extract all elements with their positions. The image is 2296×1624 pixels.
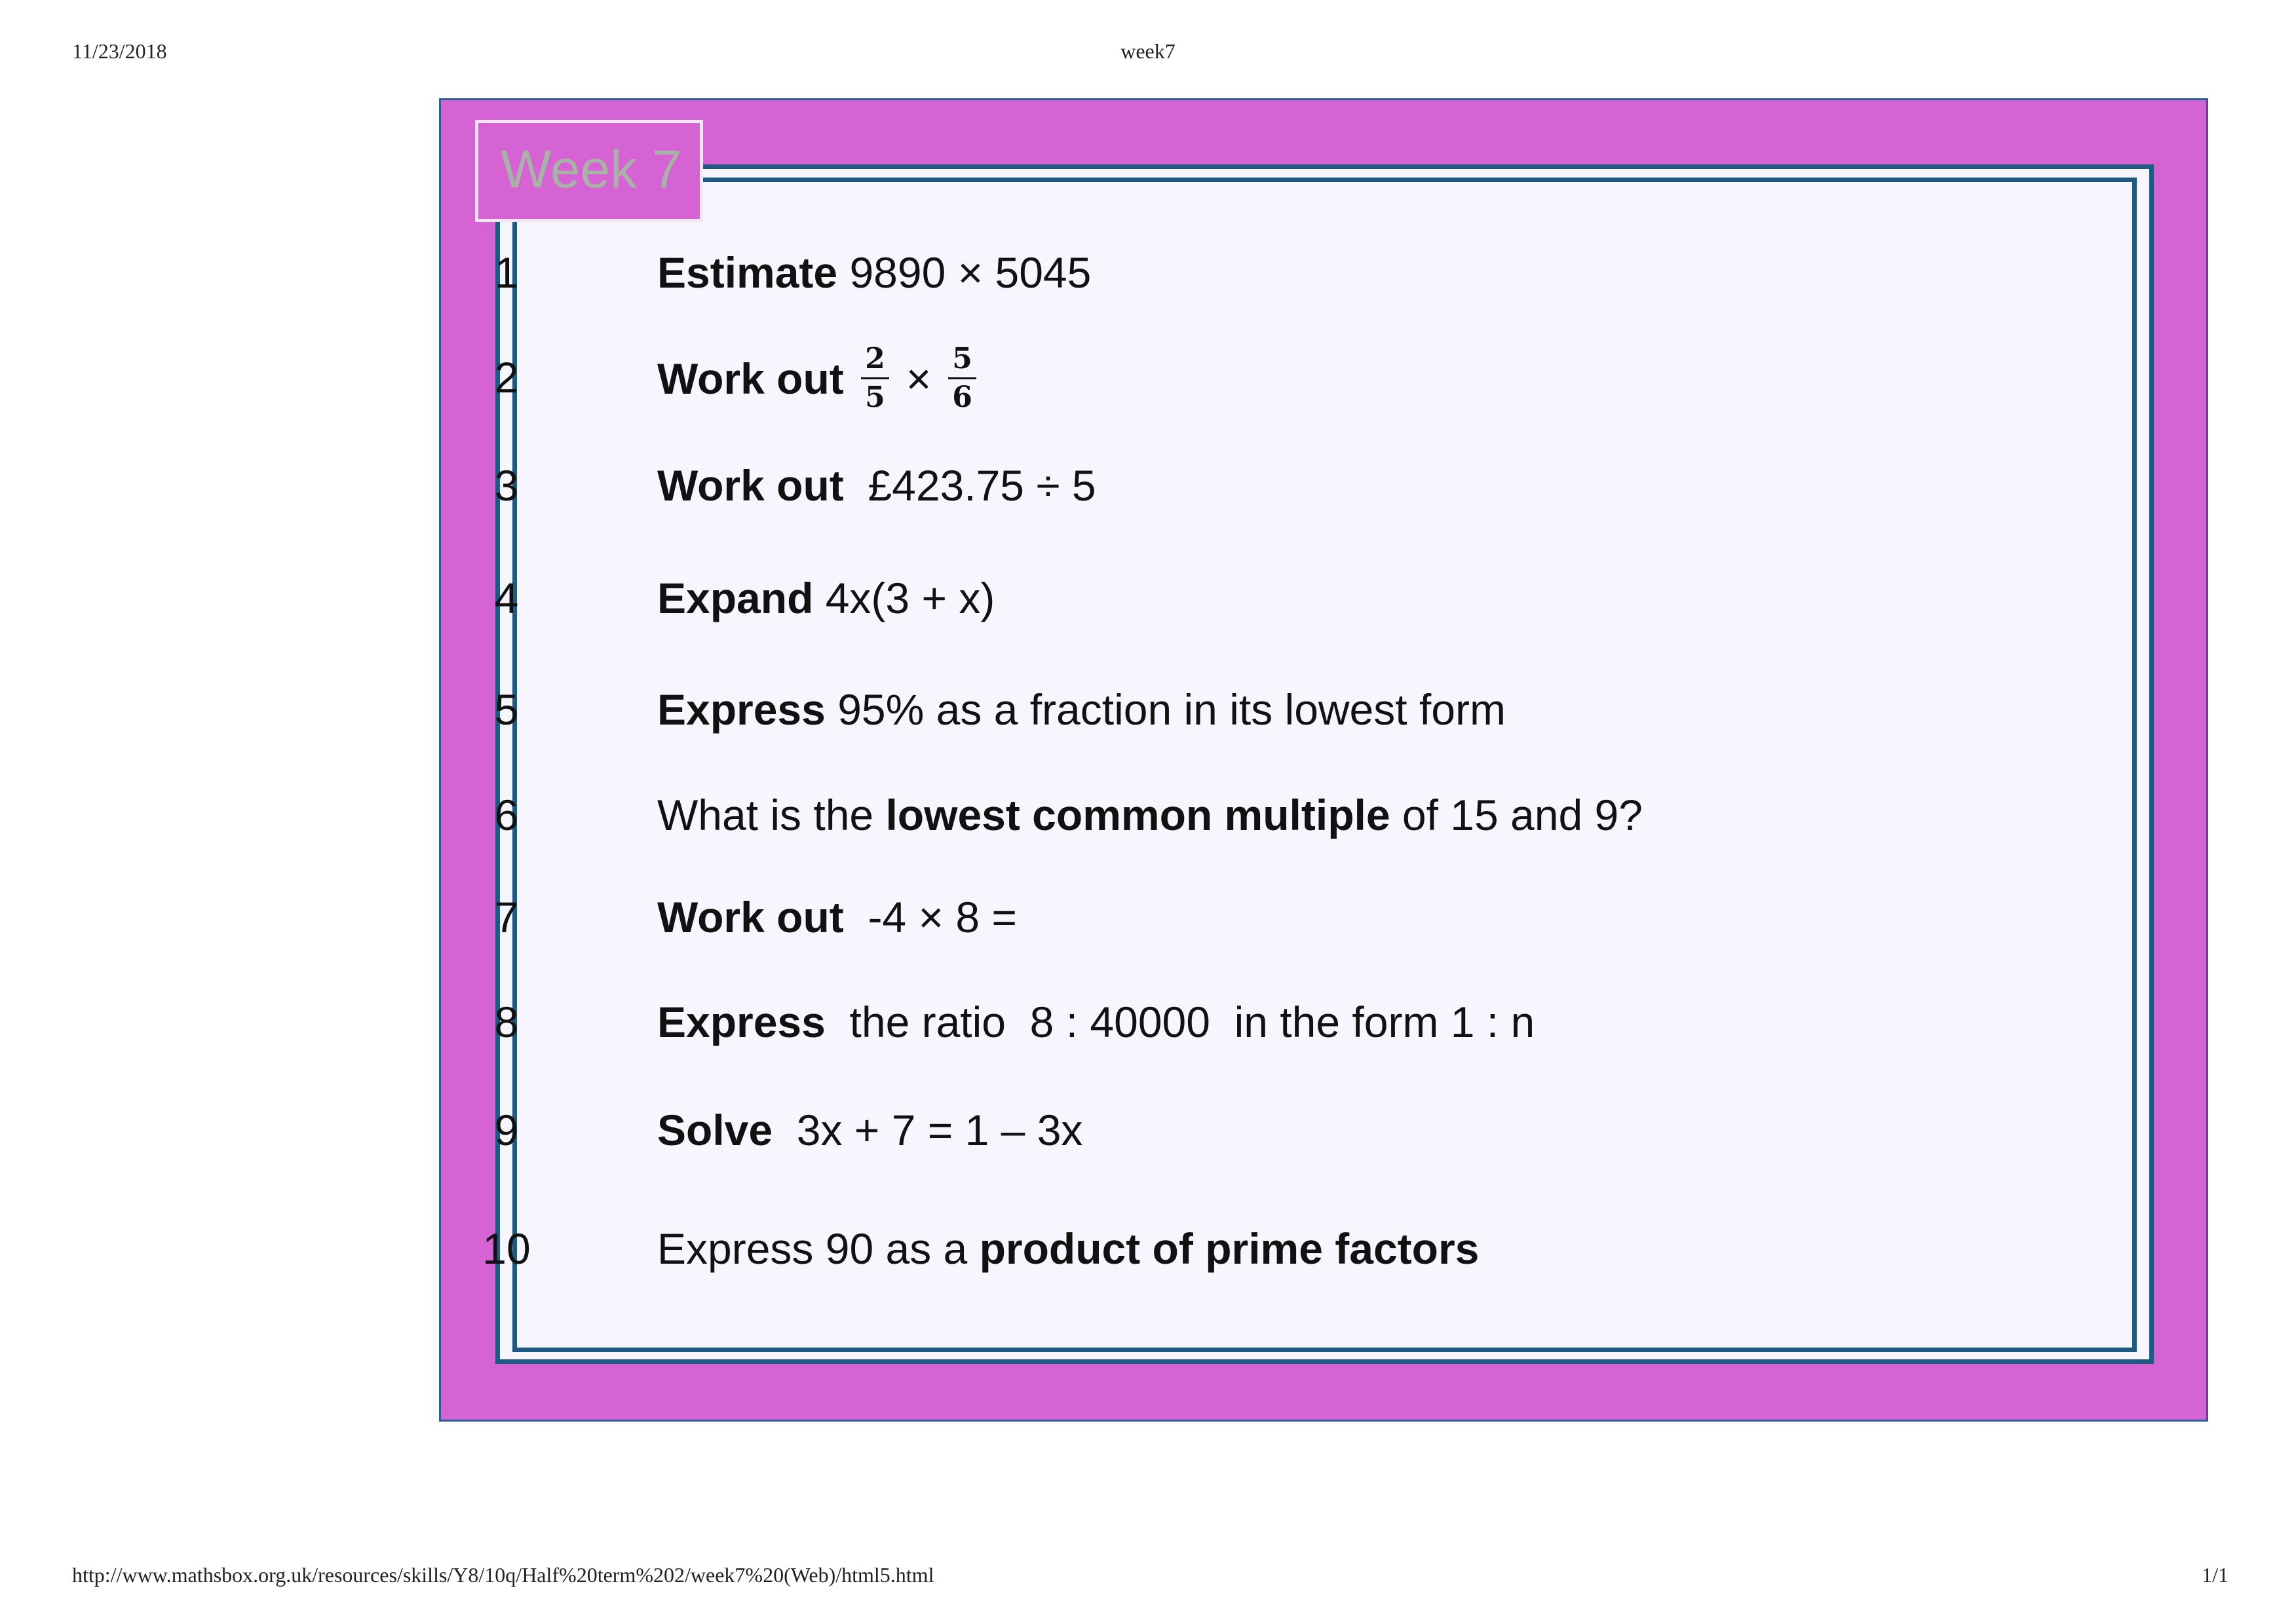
- question-text: [657, 453, 1096, 518]
- fraction-five-sixths: [948, 341, 976, 416]
- question-body: of 15 and 9?: [1390, 791, 1643, 839]
- question-prefix: What is the: [657, 791, 886, 839]
- question-row-1: [441, 240, 2145, 305]
- question-text: [657, 1097, 1082, 1163]
- question-number: 10: [482, 1224, 531, 1273]
- fraction-two-fifths: [861, 341, 889, 416]
- question-text: [657, 677, 1506, 742]
- question-text: [657, 342, 982, 420]
- question-text: [657, 782, 1643, 848]
- question-row-6: [441, 782, 2145, 848]
- question-keyword: Solve: [657, 1106, 773, 1154]
- question-keyword: Express: [657, 998, 826, 1046]
- print-footer-page: 1/1: [2202, 1563, 2229, 1587]
- question-keyword: product of prime factors: [979, 1224, 1480, 1273]
- question-row-3: [441, 453, 2145, 518]
- question-number: 1: [494, 248, 519, 297]
- question-keyword: Estimate: [657, 248, 838, 297]
- question-number: 7: [494, 893, 519, 941]
- question-keyword: Express: [657, 685, 826, 734]
- question-text: [657, 989, 1535, 1055]
- question-row-9: [441, 1097, 2145, 1163]
- fraction-denominator: 5: [865, 381, 885, 414]
- question-text: [657, 1216, 1479, 1281]
- question-body: 3x + 7 = 1 – 3x: [773, 1106, 1083, 1154]
- question-body: £423.75 ÷ 5: [843, 461, 1096, 510]
- week-title: Week 7: [501, 140, 682, 199]
- question-row-2: [441, 342, 2145, 414]
- question-body: 4x(3 + x): [813, 574, 995, 622]
- fraction-numerator: 5: [948, 341, 976, 379]
- question-keyword: Work out: [657, 893, 844, 941]
- question-body: the ratio 8 : 40000 in the form 1 : n: [825, 998, 1535, 1046]
- question-text: [657, 884, 1017, 950]
- question-keyword: lowest common multiple: [885, 791, 1390, 839]
- question-row-8: [441, 989, 2145, 1055]
- question-keyword: Work out: [657, 461, 844, 510]
- multiply-operator: ×: [906, 354, 932, 403]
- print-header-title: week7: [1120, 39, 1176, 63]
- print-header-date: 11/23/2018: [72, 39, 167, 63]
- question-row-4: [441, 565, 2145, 631]
- print-footer-url: http://www.mathsbox.org.uk/resources/skills/Y8/10q/Half%20term%202/week7%20(Web)/html5.html: [72, 1563, 934, 1587]
- question-row-10: [441, 1216, 2145, 1281]
- question-keyword: Expand: [657, 574, 814, 622]
- question-body: -4 × 8 =: [843, 893, 1017, 941]
- question-text: [657, 565, 995, 631]
- question-number: 6: [494, 791, 519, 839]
- question-number: 5: [494, 685, 519, 734]
- fraction-denominator: 6: [952, 381, 972, 414]
- question-row-7: [441, 884, 2145, 950]
- question-row-5: [441, 677, 2145, 742]
- fraction-numerator: 2: [861, 341, 889, 379]
- worksheet-slide: [439, 98, 2208, 1422]
- question-number: 2: [494, 353, 519, 402]
- question-prefix: Express 90 as a: [657, 1224, 980, 1273]
- question-text: [657, 240, 1091, 305]
- question-list: [441, 100, 2206, 1420]
- question-number: 4: [494, 574, 519, 622]
- question-keyword: Work out: [657, 354, 844, 403]
- question-body: 95% as a fraction in its lowest form: [825, 685, 1506, 734]
- question-body: 9890 × 5045: [837, 248, 1092, 297]
- question-number: 8: [494, 998, 519, 1046]
- question-number: 3: [494, 461, 519, 510]
- question-number: 9: [494, 1106, 519, 1154]
